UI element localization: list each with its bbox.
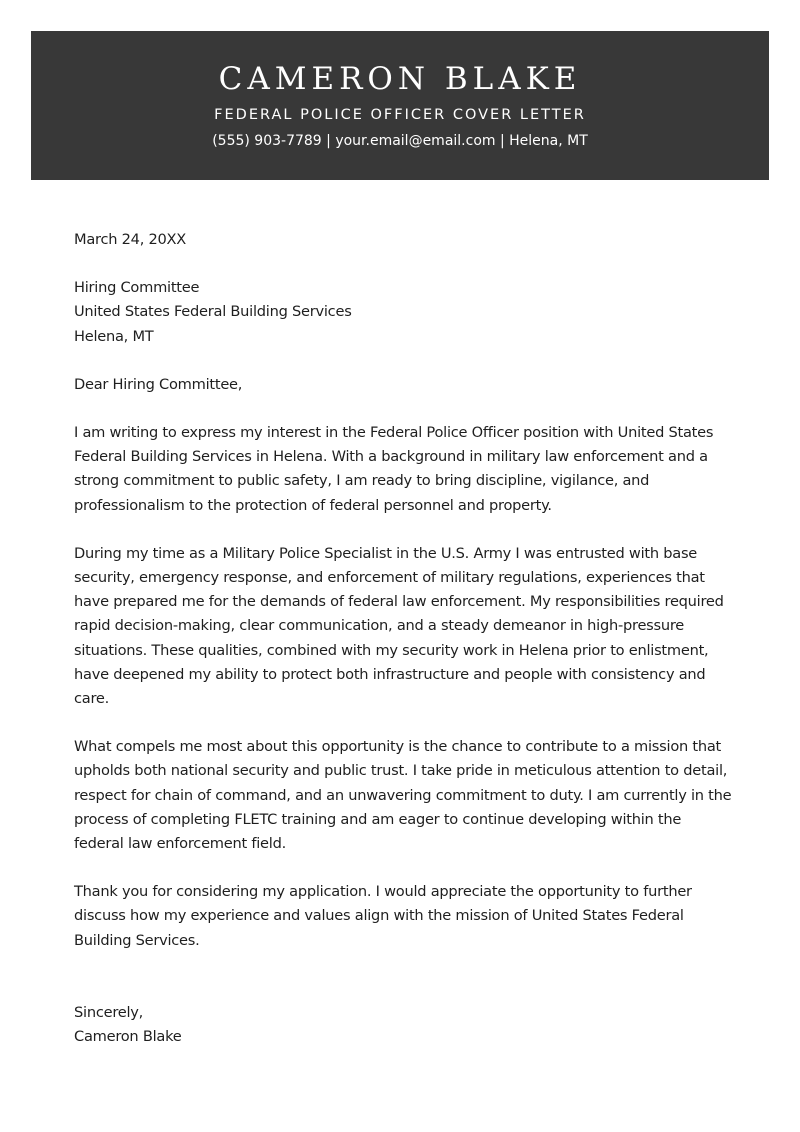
closing-phrase: Sincerely, [74,1003,144,1021]
paragraph-closing: Thank you for considering my application. I would appreciate the opportunity to further discuss how my experience and values align with the mission of United States Federal Building Services. [74,883,692,949]
recipient-organization: United States Federal Building Services [74,303,352,321]
paragraph-motivation: What compels me most about this opportunity is the chance to contribute to a mission that upholds both national security and public trust. I take pride in meticulous attention to detail, respect for chain of command, and an unwavering commitment to duty. I am currently in the process of completing FLETC training and am eager to continue developing within the federal law enforcement field. [74,738,732,853]
applicant-name: CAMERON BLAKE [218,61,582,97]
contact-line: (555) 903-7789 | your.email@email.com | Helena, MT [212,133,588,149]
document-subtitle: FEDERAL POLICE OFFICER COVER LETTER [214,107,586,123]
recipient-location: Helena, MT [74,327,154,345]
letter-header [31,31,769,180]
recipient-name: Hiring Committee [74,279,200,297]
salutation: Dear Hiring Committee, [74,375,243,393]
paragraph-intro: I am writing to express my interest in the Federal Police Officer position with United States Federal Building Services in Helena. With a background in military law enforcement and a strong commitment to public safety, I am ready to bring discipline, vigilance, and professionalism to the protection of federal personnel and property. [74,424,714,514]
letter-body [74,228,734,1049]
signature-name: Cameron Blake [74,1028,182,1046]
paragraph-experience: During my time as a Military Police Specialist in the U.S. Army I was entrusted with base security, emergency response, and enforcement of military regulations, experiences that have prepared me for the demands of federal law enforcement. My responsibilities required rapid decision-making, clear communication, and a steady demeanor in high-pressure situations. These qualities, combined with my security work in Helena prior to enlistment, have deepened my ability to protect both infrastructure and people with consistency and care. [74,544,724,708]
letter-date: March 24, 20XX [74,231,187,248]
